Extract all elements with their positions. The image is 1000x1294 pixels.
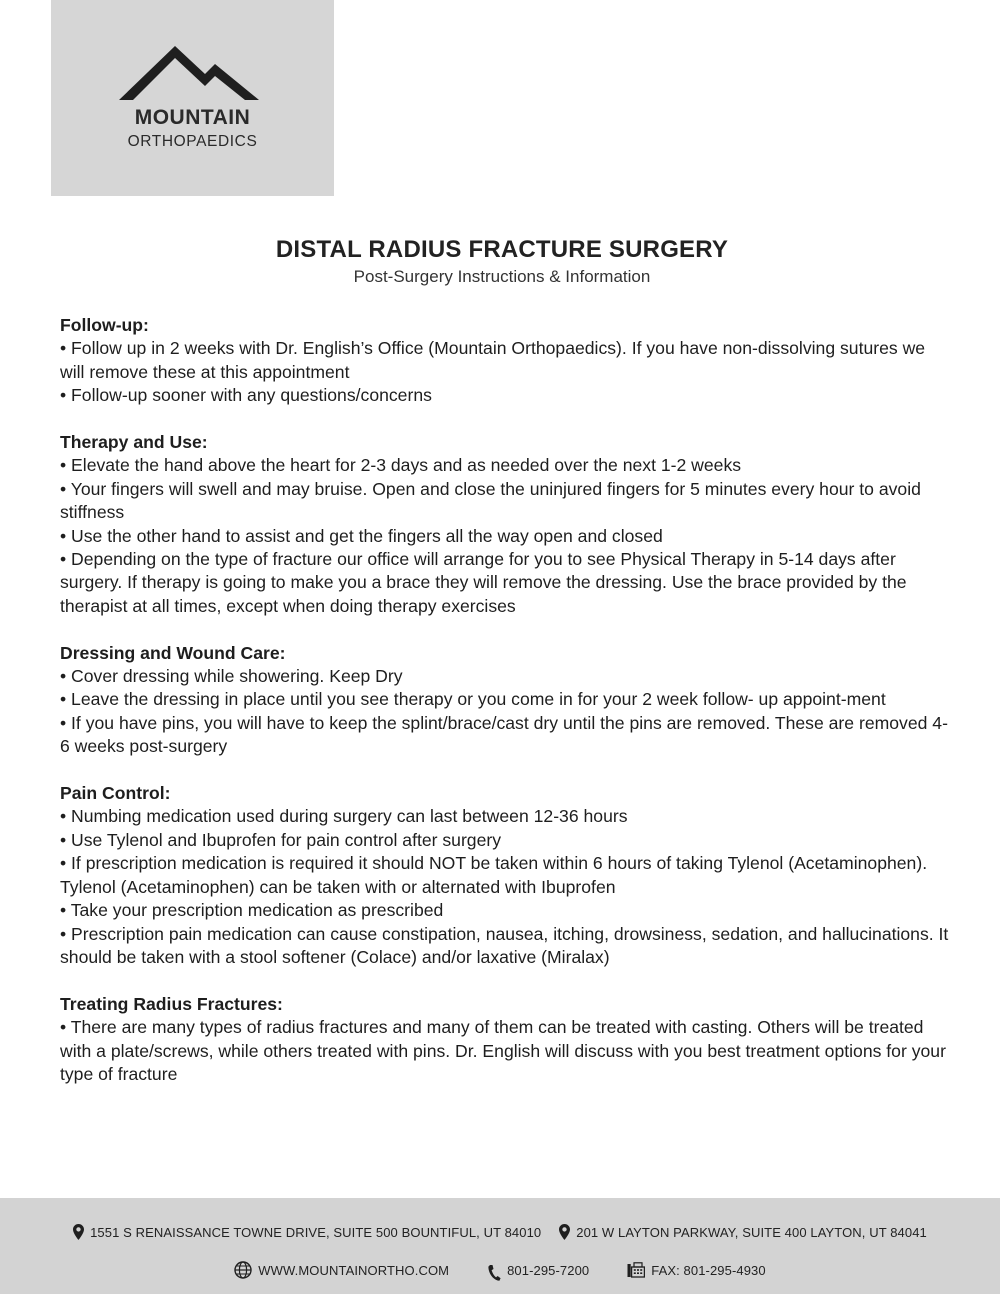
document-title: DISTAL RADIUS FRACTURE SURGERY xyxy=(275,236,729,263)
bullet-item: • If prescription medication is required it should NOT be taken within 6 hours of taking Tylenol (Acetaminophen). Tylenol (Acetaminophen) can be taken with or alternated with Ibuprofen xyxy=(60,853,928,897)
bullet-item: • Use the other hand to assist and get the fingers all the way open and closed xyxy=(60,525,663,546)
website-link[interactable]: WWW.MOUNTAINORTHO.COM xyxy=(258,1262,450,1278)
footer-fax xyxy=(627,1262,765,1278)
footer-website[interactable] xyxy=(234,1261,449,1279)
bullet-item: • Follow up in 2 weeks with Dr. English’s Office (Mountain Orthopaedics). If you have non-dissolving sutures we will remove these at this appointment xyxy=(60,338,926,382)
section-heading: Pain Control: xyxy=(60,783,171,804)
bullet-item: • Your fingers will swell and may bruise. Open and close the uninjured fingers for 5 minutes every hour to avoid stiffness xyxy=(60,478,921,523)
bullet-item: • Leave the dressing in place until you see therapy or you come in for your 2 week follow- up appoint-ment xyxy=(60,689,886,710)
footer-addresses xyxy=(0,1224,1000,1240)
bullet-item: • Elevate the hand above the heart for 2-3 days and as needed over the next 1-2 weeks xyxy=(60,455,742,476)
section-therapy-and-use xyxy=(60,431,950,618)
section-follow-up xyxy=(60,314,950,408)
bullet-item: • If you have pins, you will have to keep the splint/brace/cast dry until the pins are removed. These are removed 4-6 weeks post-surgery xyxy=(60,712,948,757)
phone-icon xyxy=(487,1264,501,1282)
section-heading: Treating Radius Fractures: xyxy=(60,993,283,1014)
address-text: 1551 S RENAISSANCE TOWNE DRIVE, SUITE 500 BOUNTIFUL, UT 84010 xyxy=(90,1224,542,1240)
location-pin-icon xyxy=(73,1224,84,1240)
section-pain-control xyxy=(60,782,950,969)
bullet-item: • There are many types of radius fractures and many of them can be treated with casting. Others will be treated with a plate/screws, while others treated with pins. Dr. English will discuss with you best treatment options for your type of fracture xyxy=(60,1017,946,1084)
address-text: 201 W LAYTON PARKWAY, SUITE 400 LAYTON, UT 84041 xyxy=(576,1224,927,1240)
section-heading: Follow-up: xyxy=(60,315,149,335)
section-dressing-and-wound-care xyxy=(60,642,950,759)
bullet-item: • Take your prescription medication as prescribed xyxy=(60,900,444,921)
logo-block xyxy=(51,0,334,196)
bullet-item: • Numbing medication used during surgery can last between 12-36 hours xyxy=(60,806,628,827)
section-heading: Therapy and Use: xyxy=(60,432,208,453)
footer-phone[interactable] xyxy=(487,1258,589,1282)
section-treating-radius-fractures xyxy=(60,993,950,1087)
globe-icon xyxy=(234,1261,252,1279)
phone-number[interactable]: 801-295-7200 xyxy=(507,1262,590,1278)
bullet-item: • Cover dressing while showering. Keep Dry xyxy=(60,666,403,687)
footer-address-layton xyxy=(559,1224,927,1240)
location-pin-icon xyxy=(559,1224,570,1240)
bullet-item: • Prescription pain medication can cause constipation, nausea, itching, drowsiness, sedation, and hallucinations. It should be taken with a stool softener (Colace) and/or laxative (Miralax) xyxy=(60,923,949,967)
bullet-item: • Follow-up sooner with any questions/concerns xyxy=(60,385,432,406)
bullet-item: • Depending on the type of fracture our office will arrange for you to see Physical Therapy in 5-14 days after surgery. If therapy is going to make you a brace they will remove the dressing. Use the brace provided by the therapist at all times, except when doing therapy exercises xyxy=(60,549,907,616)
document-subtitle: Post-Surgery Instructions & Information xyxy=(353,267,651,286)
bullet-item: • Use Tylenol and Ibuprofen for pain control after surgery xyxy=(60,829,502,850)
logo-subname: ORTHOPAEDICS xyxy=(127,133,258,150)
mountain-peaks-icon xyxy=(119,42,263,104)
instructions-body xyxy=(60,314,950,1110)
fax-machine-icon xyxy=(627,1262,645,1278)
footer-contacts xyxy=(0,1258,1000,1282)
section-heading: Dressing and Wound Care: xyxy=(60,642,286,663)
footer-address-bountiful xyxy=(73,1224,541,1240)
logo-name: MOUNTAIN xyxy=(134,106,251,129)
fax-number: FAX: 801-295-4930 xyxy=(651,1262,766,1278)
footer xyxy=(0,1198,1000,1294)
